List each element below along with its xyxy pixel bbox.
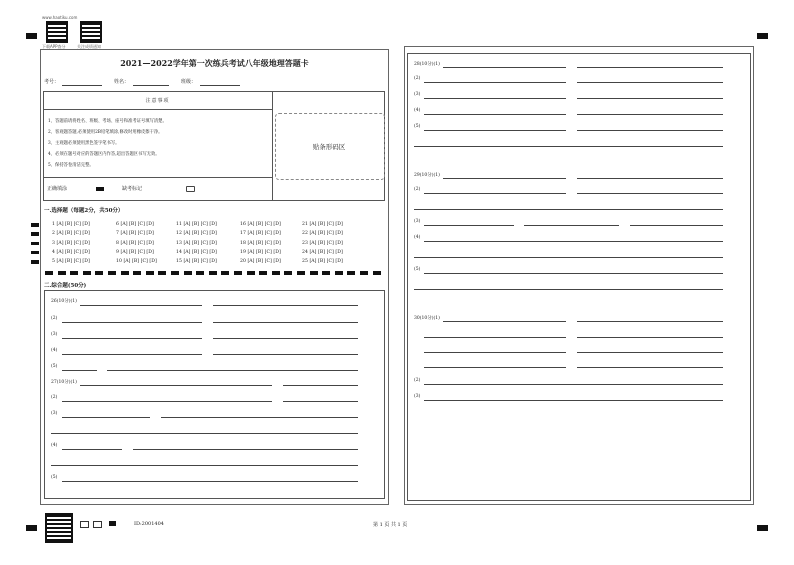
choice-question[interactable]: 3 [A] [B] [C] [D] (52, 240, 90, 246)
q29-part1: 29(10分)(1) (414, 173, 440, 178)
sync-dash (83, 271, 91, 275)
q29-part4: (4) (414, 235, 421, 240)
sync-dash (335, 271, 343, 275)
sync-dash (221, 271, 229, 275)
sync-dash (347, 271, 355, 275)
choice-question[interactable]: 6 [A] [B] [C] [D] (116, 222, 154, 227)
choice-question[interactable]: 17 [A] [B] [C] [D] (240, 231, 281, 237)
choice-question[interactable]: 23 [A] [B] [C] [D] (302, 240, 343, 246)
q28-part4: (4) (414, 108, 421, 113)
sync-dash (297, 271, 305, 275)
q27-part2: (2) (51, 395, 58, 400)
answer-box-28-30[interactable] (407, 53, 751, 501)
q28-part5: (5) (414, 124, 421, 129)
qr-caption: 关注成绩通知 (77, 44, 101, 49)
q27-part3: (3) (51, 411, 58, 416)
row-sync-mark (31, 242, 39, 246)
page-box-icon (80, 521, 89, 528)
sync-dash (284, 271, 292, 275)
sync-dash (322, 271, 330, 275)
choice-question[interactable]: 7 [A] [B] [C] [D] (116, 231, 154, 237)
q26-part2: (2) (51, 316, 58, 321)
q29-part3: (3) (414, 219, 421, 224)
choice-heading: 一.选择题（每题2分，共50分） (44, 208, 124, 214)
choice-question[interactable]: 2 [A] [B] [C] [D] (52, 231, 90, 237)
choice-question[interactable]: 18 [A] [B] [C] [D] (240, 240, 281, 246)
sync-dash (95, 271, 103, 275)
choice-question[interactable]: 14 [A] [B] [C] [D] (176, 249, 217, 255)
choice-question[interactable]: 22 [A] [B] [C] [D] (302, 231, 343, 237)
alignment-mark (757, 33, 768, 39)
choice-question[interactable]: 25 [A] [B] [C] [D] (302, 259, 343, 265)
sync-dash (373, 271, 381, 275)
sync-dash (45, 271, 53, 275)
barcode-label: 贴条形码区 (312, 143, 346, 151)
divider (43, 109, 272, 110)
sheet-title: 2021—2022学年第一次练兵考试八年级地理答题卡 (120, 58, 309, 68)
notice-heading: 注意事项 (145, 98, 170, 104)
choice-question[interactable]: 1 [A] [B] [C] [D] (52, 222, 90, 227)
divider (272, 91, 273, 201)
exam-no-field[interactable] (62, 85, 102, 86)
sheet-id: ID:2001404 (134, 521, 164, 527)
sync-dash (184, 271, 192, 275)
row-sync-mark (31, 232, 39, 236)
exam-no-label: 考号： (44, 79, 60, 85)
q28-part2: (2) (414, 76, 421, 81)
row-sync-mark (31, 251, 39, 255)
choice-question[interactable]: 16 [A] [B] [C] [D] (240, 222, 281, 227)
choice-question[interactable]: 15 [A] [B] [C] [D] (176, 259, 217, 265)
correct-fill-label: 正确填涂 (47, 186, 68, 192)
choice-question[interactable]: 9 [A] [B] [C] [D] (116, 249, 154, 255)
class-label: 班级： (181, 79, 197, 85)
choice-question[interactable]: 8 [A] [B] [C] [D] (116, 240, 154, 246)
choice-question[interactable]: 21 [A] [B] [C] [D] (302, 222, 343, 227)
q28-part1: 28(10分)(1) (414, 62, 440, 67)
filled-bubble-icon (96, 187, 104, 191)
sync-dash (247, 271, 255, 275)
q26-part3: (3) (51, 332, 58, 337)
sync-dash (171, 271, 179, 275)
q28-part3: (3) (414, 92, 421, 97)
alignment-mark (26, 33, 37, 39)
sync-dash (108, 271, 116, 275)
sync-dash (196, 271, 204, 275)
sync-dash (259, 271, 267, 275)
name-field[interactable] (133, 85, 169, 86)
notice-item: 1、答题前请将姓名、班级、考场、座号和准考证号填写清楚。 (48, 119, 167, 124)
qr-caption: 下载APP查分 (42, 44, 66, 49)
q30-part3: (3) (414, 394, 421, 399)
qr-code-icon (46, 21, 68, 43)
alignment-mark (26, 525, 37, 531)
q27-part1: 27(10分)(1) (51, 380, 77, 385)
sync-dash (146, 271, 154, 275)
notice-item: 3、主观题必须使用黑色签字笔书写。 (48, 141, 120, 146)
choice-question[interactable]: 5 [A] [B] [C] [D] (52, 259, 90, 265)
sync-dash (158, 271, 166, 275)
q26-part4: (4) (51, 348, 58, 353)
choice-question[interactable]: 24 [A] [B] [C] [D] (302, 249, 343, 255)
sync-dash (133, 271, 141, 275)
row-sync-mark (31, 223, 39, 227)
choice-question[interactable]: 10 [A] [B] [C] [D] (116, 259, 157, 265)
sync-dash (310, 271, 318, 275)
choice-question[interactable]: 4 [A] [B] [C] [D] (52, 249, 90, 255)
q29-part5: (5) (414, 267, 421, 272)
qr-code-icon (45, 513, 73, 543)
choice-question[interactable]: 12 [A] [B] [C] [D] (176, 231, 217, 237)
row-sync-mark (31, 260, 39, 264)
q30-part2: (2) (414, 378, 421, 383)
absent-checkbox[interactable] (186, 186, 195, 192)
divider (43, 177, 272, 178)
page-number: 第 1 页 共 1 页 (373, 522, 408, 528)
q29-part2: (2) (414, 187, 421, 192)
sync-dash (70, 271, 78, 275)
qr-code-icon (80, 21, 102, 43)
composite-heading: 二.综合题(50分) (44, 283, 87, 289)
sync-dash (360, 271, 368, 275)
q26-part1: 26(10分)(1) (51, 299, 77, 304)
choice-question[interactable]: 20 [A] [B] [C] [D] (240, 259, 281, 265)
sync-dash (58, 271, 66, 275)
q26-part5: (5) (51, 364, 58, 369)
sync-dash (234, 271, 242, 275)
choice-question[interactable]: 13 [A] [B] [C] [D] (176, 240, 217, 246)
notice-item: 5、保持答卷清洁完整。 (48, 163, 94, 168)
notice-item: 4、必须在题号对应的答题区内作答,超出答题区书写无效。 (48, 152, 160, 157)
choice-question[interactable]: 19 [A] [B] [C] [D] (240, 249, 281, 255)
notice-item: 2、客观题答题,必须使用2B铅笔填涂,修改时用橡皮擦干净。 (48, 130, 163, 135)
site-url: www.haotiku.com (42, 15, 78, 20)
sync-dash (272, 271, 280, 275)
q27-part4: (4) (51, 443, 58, 448)
q30-part1: 30(10分)(1) (414, 316, 440, 321)
sync-dash (121, 271, 129, 275)
sync-dash (209, 271, 217, 275)
q27-part5: (5) (51, 475, 58, 480)
page-box-filled-icon (109, 521, 116, 526)
choice-question[interactable]: 11 [A] [B] [C] [D] (176, 222, 217, 227)
page-box-icon (93, 521, 102, 528)
class-field[interactable] (200, 85, 240, 86)
alignment-mark (757, 525, 768, 531)
absent-mark-label: 缺考标记 (122, 186, 143, 192)
name-label: 姓名： (114, 79, 130, 85)
